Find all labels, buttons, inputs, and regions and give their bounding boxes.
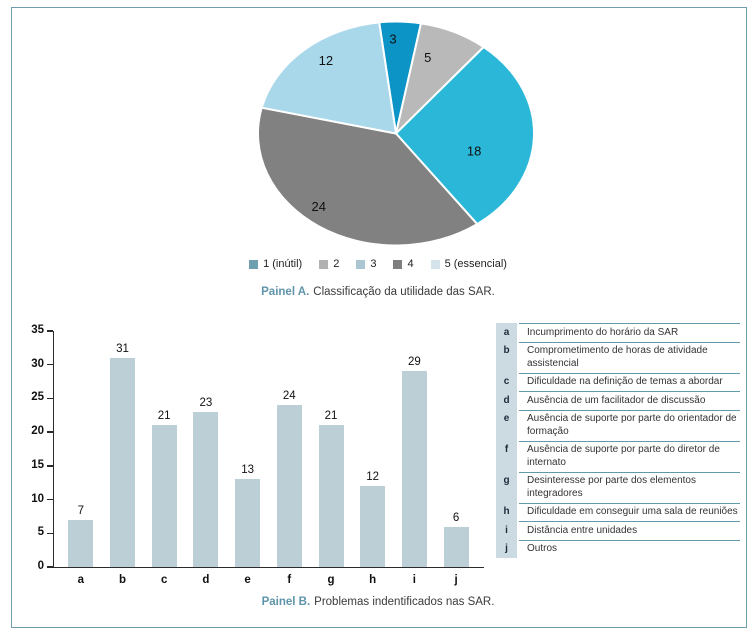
legend-item-3: [356, 258, 376, 270]
issues-table-key: c: [496, 373, 517, 392]
issues-table-row-g: [496, 472, 740, 503]
y-tick-mark: [47, 431, 53, 433]
legend-label: 2: [333, 258, 340, 270]
legend-item-4: [393, 258, 413, 270]
panel-b-caption-text: Problemas indentificados nas SAR.: [314, 596, 495, 608]
pie-slice-value-5: 12: [318, 53, 334, 69]
legend-swatch-icon: [431, 260, 440, 269]
pie-chart: [254, 18, 538, 250]
x-category-label-i: i: [412, 574, 416, 586]
bar-value-a: 7: [77, 504, 84, 517]
issues-table: [496, 323, 740, 558]
issues-table-row-c: [496, 373, 740, 392]
y-tick-mark: [47, 398, 53, 400]
bar-value-h: 12: [366, 471, 380, 484]
y-tick-mark: [47, 364, 53, 366]
y-tick-mark: [47, 465, 53, 467]
y-tick-label-20: 20: [31, 425, 44, 438]
issues-table-row-b: [496, 342, 740, 373]
bar-h: [360, 486, 385, 567]
x-category-label-a: a: [77, 574, 84, 586]
issues-table-key: g: [496, 472, 517, 503]
panel-a-caption: [0, 286, 756, 298]
y-tick-label-30: 30: [31, 357, 44, 370]
bar-value-b: 31: [116, 342, 129, 355]
y-tick-label-10: 10: [31, 492, 44, 505]
bar-i: [402, 371, 427, 567]
legend-label: 5 (essencial): [444, 258, 507, 270]
bar-value-e: 13: [241, 464, 254, 477]
panel-a-caption-text: Classificação da utilidade das SAR.: [313, 286, 495, 298]
issues-table-key: f: [496, 441, 517, 472]
y-tick-mark: [47, 330, 53, 332]
issues-table-key: i: [496, 521, 517, 540]
x-category-label-c: c: [160, 574, 168, 586]
panel-b-caption: [0, 596, 756, 608]
issues-table-description: Ausência de suporte por parte do diretor de internato: [519, 441, 740, 472]
issues-table-description: Desinteresse por parte dos elementos integradores: [519, 472, 740, 503]
legend-swatch-icon: [356, 260, 365, 269]
issues-table-description: Comprometimento de horas de atividade assistencial: [519, 342, 740, 373]
bar-d: [193, 412, 218, 567]
bar-value-g: 21: [324, 410, 338, 423]
bar-e: [235, 479, 260, 567]
x-category-label-g: g: [327, 574, 335, 586]
legend-label: 3: [370, 258, 377, 270]
legend-item-1: [249, 258, 302, 270]
y-tick-mark: [47, 533, 53, 535]
issues-table-row-d: [496, 391, 740, 410]
issues-table-key: e: [496, 410, 517, 441]
pie-slice-value-2: 5: [424, 50, 432, 66]
issues-table-description: Ausência de suporte por parte do orientador de formação: [519, 410, 740, 441]
bar-value-c: 21: [157, 410, 171, 423]
issues-table-row-h: [496, 503, 740, 522]
bar-a: [68, 520, 93, 567]
bar-value-d: 23: [199, 396, 213, 409]
y-tick-label-25: 25: [31, 391, 44, 404]
pie-slice-value-3: 18: [466, 143, 482, 159]
legend-label: 4: [407, 258, 414, 270]
issues-table-description: Outros: [519, 540, 740, 559]
issues-table-key: j: [496, 540, 517, 559]
x-category-label-f: f: [287, 574, 292, 586]
legend-swatch-icon: [319, 260, 328, 269]
issues-table-key: h: [496, 503, 517, 522]
panel-a-caption-label: Painel A.: [261, 286, 310, 298]
y-tick-mark: [47, 566, 53, 568]
y-tick-label-0: 0: [37, 560, 44, 572]
issues-table-row-e: [496, 410, 740, 441]
y-tick-label-15: 15: [31, 458, 44, 471]
y-tick-label-35: 35: [31, 324, 44, 336]
issues-table-key: b: [496, 342, 517, 373]
issues-table-description: Dificuldade na definição de temas a abordar: [519, 373, 740, 392]
bar-c: [152, 425, 177, 567]
bar-value-j: 6: [452, 511, 460, 524]
issues-table-description: Ausência de um facilitador de discussão: [519, 391, 740, 410]
issues-table-row-a: [496, 323, 740, 342]
bar-j: [444, 527, 469, 567]
issues-table-description: Distância entre unidades: [519, 521, 740, 540]
issues-table-key: a: [496, 323, 517, 342]
issues-table-row-i: [496, 521, 740, 540]
issues-table-description: Incumprimento do horário da SAR: [519, 323, 740, 342]
pie-legend: [0, 258, 756, 270]
pie-slice-value-4: 24: [311, 199, 326, 215]
panel-b-caption-label: Painel B.: [261, 596, 311, 608]
x-category-label-e: e: [244, 574, 251, 586]
y-tick-label-5: 5: [37, 526, 44, 539]
legend-item-5: [431, 258, 507, 270]
x-category-label-b: b: [118, 574, 127, 586]
issues-table-row-f: [496, 441, 740, 472]
issues-table-key: d: [496, 391, 517, 410]
x-category-label-h: h: [369, 574, 377, 586]
pie-slice-value-1: 3: [389, 31, 397, 47]
issues-table-row-j: [496, 540, 740, 559]
legend-swatch-icon: [393, 260, 402, 269]
y-tick-mark: [47, 499, 53, 501]
x-category-label-j: j: [454, 574, 458, 586]
legend-item-2: [319, 258, 339, 270]
bar-f: [277, 405, 302, 567]
issues-table-description: Dificuldade em conseguir uma sala de reuniões: [519, 503, 740, 522]
x-category-label-d: d: [202, 574, 210, 586]
bar-g: [319, 425, 344, 567]
bar-value-i: 29: [407, 356, 421, 369]
legend-label: 1 (inútil): [263, 258, 303, 270]
bar-b: [110, 358, 135, 567]
bar-value-f: 24: [282, 390, 296, 403]
legend-swatch-icon: [249, 260, 258, 269]
bar-chart: [31, 324, 484, 586]
